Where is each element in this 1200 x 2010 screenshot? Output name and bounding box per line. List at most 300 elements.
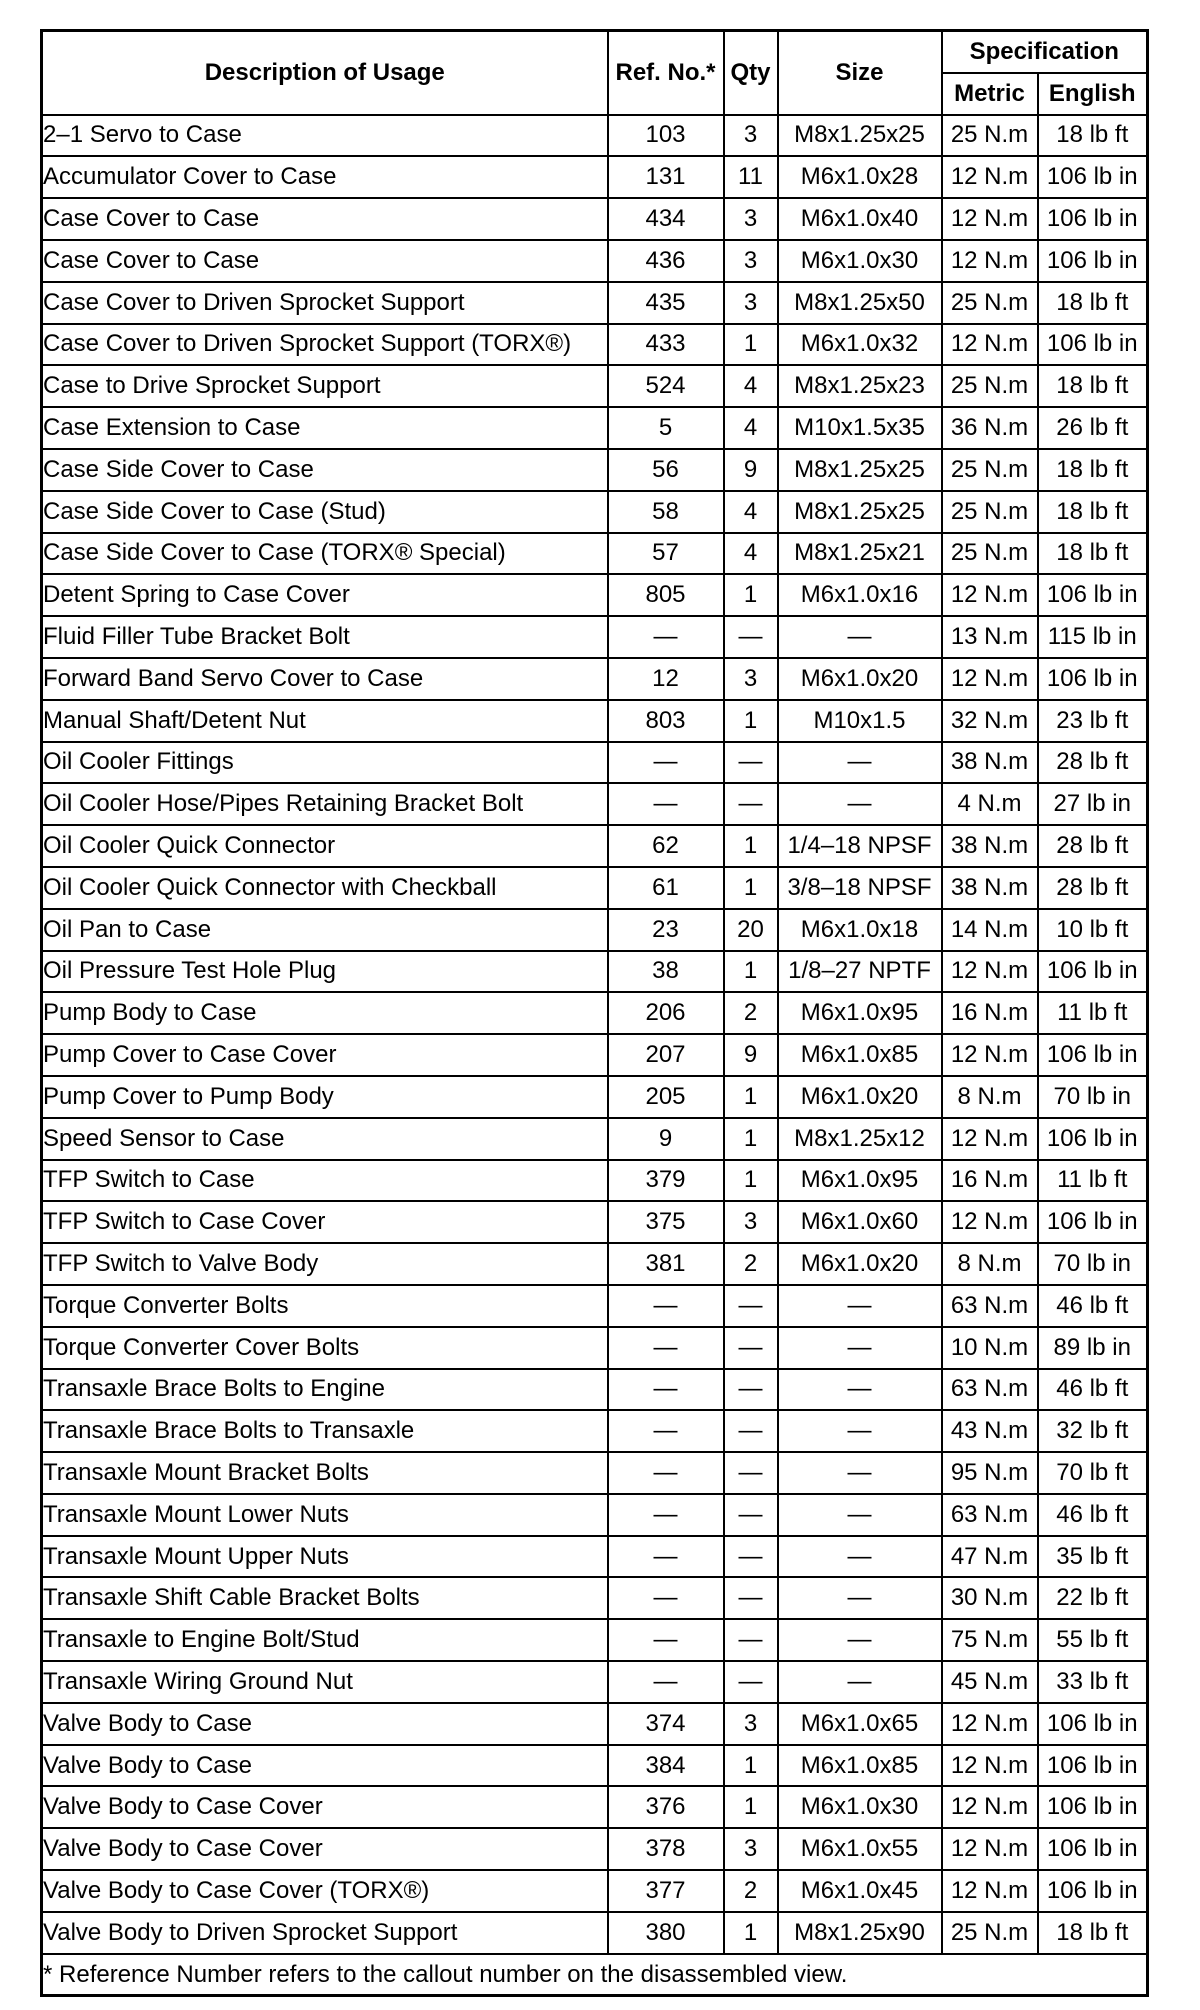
- cell-size: M6x1.0x95: [778, 1160, 942, 1202]
- cell-metric: 14 N.m: [942, 909, 1038, 951]
- cell-qty: 2: [724, 1870, 778, 1912]
- cell-metric: 12 N.m: [942, 1786, 1038, 1828]
- cell-qty: 4: [724, 533, 778, 575]
- cell-metric: 12 N.m: [942, 574, 1038, 616]
- table-row: [42, 616, 1148, 658]
- cell-english: 28 lb ft: [1038, 825, 1148, 867]
- cell-description: Case Cover to Case: [42, 240, 608, 282]
- table-header: [42, 31, 1148, 115]
- cell-size: M6x1.0x65: [778, 1703, 942, 1745]
- cell-ref: —: [608, 1494, 724, 1536]
- cell-size: M6x1.0x20: [778, 658, 942, 700]
- cell-qty: 1: [724, 324, 778, 366]
- cell-ref: 524: [608, 365, 724, 407]
- cell-english: 89 lb in: [1038, 1327, 1148, 1369]
- cell-ref: 5: [608, 407, 724, 449]
- table-row: [42, 700, 1148, 742]
- cell-ref: —: [608, 783, 724, 825]
- cell-metric: 63 N.m: [942, 1369, 1038, 1411]
- cell-size: M8x1.25x50: [778, 282, 942, 324]
- cell-size: M6x1.0x32: [778, 324, 942, 366]
- cell-description: TFP Switch to Valve Body: [42, 1243, 608, 1285]
- cell-qty: 11: [724, 156, 778, 198]
- fastener-spec-table-container: [40, 29, 1146, 1997]
- table-row: [42, 533, 1148, 575]
- cell-size: —: [778, 1577, 942, 1619]
- header-row-top: [42, 31, 1148, 73]
- cell-metric: 25 N.m: [942, 282, 1038, 324]
- cell-english: 27 lb in: [1038, 783, 1148, 825]
- cell-description: Valve Body to Case Cover (TORX®): [42, 1870, 608, 1912]
- cell-qty: 1: [724, 1160, 778, 1202]
- cell-size: M6x1.0x40: [778, 198, 942, 240]
- cell-description: Pump Cover to Case Cover: [42, 1034, 608, 1076]
- cell-qty: 3: [724, 658, 778, 700]
- cell-description: Transaxle Shift Cable Bracket Bolts: [42, 1577, 608, 1619]
- cell-description: Case Side Cover to Case (TORX® Special): [42, 533, 608, 575]
- table-row: [42, 115, 1148, 157]
- cell-size: —: [778, 742, 942, 784]
- cell-english: 106 lb in: [1038, 198, 1148, 240]
- cell-description: Transaxle Wiring Ground Nut: [42, 1661, 608, 1703]
- cell-metric: 16 N.m: [942, 992, 1038, 1034]
- cell-qty: 4: [724, 407, 778, 449]
- cell-size: —: [778, 1619, 942, 1661]
- cell-description: Transaxle Mount Bracket Bolts: [42, 1452, 608, 1494]
- cell-metric: 12 N.m: [942, 1034, 1038, 1076]
- cell-qty: —: [724, 1536, 778, 1578]
- cell-metric: 12 N.m: [942, 240, 1038, 282]
- cell-description: Oil Pan to Case: [42, 909, 608, 951]
- cell-english: 106 lb in: [1038, 658, 1148, 700]
- cell-metric: 75 N.m: [942, 1619, 1038, 1661]
- cell-metric: 47 N.m: [942, 1536, 1038, 1578]
- table-row: [42, 1577, 1148, 1619]
- cell-qty: —: [724, 1327, 778, 1369]
- cell-description: Oil Cooler Quick Connector: [42, 825, 608, 867]
- cell-english: 106 lb in: [1038, 1034, 1148, 1076]
- cell-metric: 10 N.m: [942, 1327, 1038, 1369]
- cell-metric: 25 N.m: [942, 115, 1038, 157]
- cell-ref: 377: [608, 1870, 724, 1912]
- cell-english: 33 lb ft: [1038, 1661, 1148, 1703]
- table-row: [42, 992, 1148, 1034]
- cell-qty: —: [724, 1494, 778, 1536]
- cell-qty: 9: [724, 1034, 778, 1076]
- cell-description: Valve Body to Case: [42, 1703, 608, 1745]
- cell-english: 10 lb ft: [1038, 909, 1148, 951]
- table-row: [42, 909, 1148, 951]
- cell-qty: —: [724, 1369, 778, 1411]
- cell-size: M8x1.25x25: [778, 449, 942, 491]
- cell-metric: 63 N.m: [942, 1494, 1038, 1536]
- cell-size: M6x1.0x20: [778, 1076, 942, 1118]
- cell-metric: 13 N.m: [942, 616, 1038, 658]
- cell-english: 46 lb ft: [1038, 1369, 1148, 1411]
- cell-english: 18 lb ft: [1038, 533, 1148, 575]
- cell-qty: 4: [724, 365, 778, 407]
- cell-metric: 12 N.m: [942, 1828, 1038, 1870]
- cell-metric: 45 N.m: [942, 1661, 1038, 1703]
- cell-description: Valve Body to Case: [42, 1745, 608, 1787]
- cell-description: Manual Shaft/Detent Nut: [42, 700, 608, 742]
- cell-english: 106 lb in: [1038, 240, 1148, 282]
- cell-metric: 25 N.m: [942, 533, 1038, 575]
- cell-size: M6x1.0x55: [778, 1828, 942, 1870]
- cell-qty: 1: [724, 825, 778, 867]
- cell-qty: 1: [724, 1912, 778, 1954]
- cell-metric: 16 N.m: [942, 1160, 1038, 1202]
- cell-qty: 1: [724, 700, 778, 742]
- cell-qty: 2: [724, 992, 778, 1034]
- cell-size: M8x1.25x25: [778, 115, 942, 157]
- cell-size: M6x1.0x28: [778, 156, 942, 198]
- cell-ref: —: [608, 616, 724, 658]
- cell-english: 106 lb in: [1038, 1118, 1148, 1160]
- cell-qty: 20: [724, 909, 778, 951]
- table-row: [42, 825, 1148, 867]
- cell-size: M8x1.25x12: [778, 1118, 942, 1160]
- header-metric: Metric: [942, 73, 1038, 115]
- cell-description: TFP Switch to Case: [42, 1160, 608, 1202]
- footnote: * Reference Number refers to the callout number on the disassembled view.: [42, 1954, 1148, 1996]
- cell-ref: —: [608, 1619, 724, 1661]
- cell-description: Speed Sensor to Case: [42, 1118, 608, 1160]
- cell-ref: 206: [608, 992, 724, 1034]
- table-row: [42, 198, 1148, 240]
- cell-ref: 803: [608, 700, 724, 742]
- cell-metric: 12 N.m: [942, 1745, 1038, 1787]
- cell-ref: 131: [608, 156, 724, 198]
- cell-metric: 12 N.m: [942, 951, 1038, 993]
- cell-ref: 12: [608, 658, 724, 700]
- table-row: [42, 240, 1148, 282]
- cell-ref: 805: [608, 574, 724, 616]
- table-row: [42, 1661, 1148, 1703]
- table-row: [42, 1786, 1148, 1828]
- header-english: English: [1038, 73, 1148, 115]
- cell-english: 70 lb ft: [1038, 1452, 1148, 1494]
- cell-size: —: [778, 1369, 942, 1411]
- cell-description: Fluid Filler Tube Bracket Bolt: [42, 616, 608, 658]
- cell-english: 115 lb in: [1038, 616, 1148, 658]
- cell-size: —: [778, 1410, 942, 1452]
- cell-size: 1/4–18 NPSF: [778, 825, 942, 867]
- cell-english: 11 lb ft: [1038, 992, 1148, 1034]
- cell-qty: 1: [724, 867, 778, 909]
- header-qty: Qty: [724, 31, 778, 115]
- cell-metric: 12 N.m: [942, 658, 1038, 700]
- cell-metric: 12 N.m: [942, 156, 1038, 198]
- cell-qty: 3: [724, 282, 778, 324]
- cell-ref: —: [608, 1327, 724, 1369]
- cell-ref: 62: [608, 825, 724, 867]
- cell-english: 18 lb ft: [1038, 449, 1148, 491]
- cell-size: —: [778, 1661, 942, 1703]
- cell-metric: 12 N.m: [942, 1703, 1038, 1745]
- cell-english: 106 lb in: [1038, 324, 1148, 366]
- table-footer: [42, 1954, 1148, 1996]
- cell-description: Oil Pressure Test Hole Plug: [42, 951, 608, 993]
- cell-qty: 3: [724, 1201, 778, 1243]
- cell-metric: 38 N.m: [942, 825, 1038, 867]
- cell-size: M6x1.0x85: [778, 1034, 942, 1076]
- cell-qty: —: [724, 1661, 778, 1703]
- cell-ref: 9: [608, 1118, 724, 1160]
- cell-ref: —: [608, 1369, 724, 1411]
- cell-size: 3/8–18 NPSF: [778, 867, 942, 909]
- cell-english: 28 lb ft: [1038, 742, 1148, 784]
- cell-english: 18 lb ft: [1038, 282, 1148, 324]
- cell-metric: 43 N.m: [942, 1410, 1038, 1452]
- cell-english: 18 lb ft: [1038, 1912, 1148, 1954]
- cell-description: Case Side Cover to Case (Stud): [42, 491, 608, 533]
- cell-size: M6x1.0x45: [778, 1870, 942, 1912]
- cell-size: M8x1.25x21: [778, 533, 942, 575]
- cell-metric: 25 N.m: [942, 491, 1038, 533]
- cell-description: Detent Spring to Case Cover: [42, 574, 608, 616]
- cell-metric: 25 N.m: [942, 365, 1038, 407]
- cell-description: Accumulator Cover to Case: [42, 156, 608, 198]
- cell-description: Torque Converter Cover Bolts: [42, 1327, 608, 1369]
- cell-english: 70 lb in: [1038, 1243, 1148, 1285]
- cell-english: 46 lb ft: [1038, 1285, 1148, 1327]
- cell-english: 22 lb ft: [1038, 1577, 1148, 1619]
- table-row: [42, 282, 1148, 324]
- cell-size: 1/8–27 NPTF: [778, 951, 942, 993]
- cell-qty: 1: [724, 951, 778, 993]
- table-row: [42, 742, 1148, 784]
- cell-description: Valve Body to Case Cover: [42, 1786, 608, 1828]
- cell-description: Case Cover to Driven Sprocket Support (TORX®): [42, 324, 608, 366]
- cell-metric: 12 N.m: [942, 1118, 1038, 1160]
- cell-ref: 436: [608, 240, 724, 282]
- cell-description: TFP Switch to Case Cover: [42, 1201, 608, 1243]
- header-size: Size: [778, 31, 942, 115]
- cell-english: 11 lb ft: [1038, 1160, 1148, 1202]
- cell-ref: 380: [608, 1912, 724, 1954]
- cell-description: Transaxle to Engine Bolt/Stud: [42, 1619, 608, 1661]
- cell-description: Oil Cooler Quick Connector with Checkball: [42, 867, 608, 909]
- cell-ref: 435: [608, 282, 724, 324]
- cell-ref: 379: [608, 1160, 724, 1202]
- cell-description: Transaxle Brace Bolts to Engine: [42, 1369, 608, 1411]
- cell-ref: 58: [608, 491, 724, 533]
- cell-metric: 32 N.m: [942, 700, 1038, 742]
- table-row: [42, 574, 1148, 616]
- cell-english: 106 lb in: [1038, 951, 1148, 993]
- cell-metric: 12 N.m: [942, 324, 1038, 366]
- cell-description: Pump Body to Case: [42, 992, 608, 1034]
- table-row: [42, 1201, 1148, 1243]
- table-row: [42, 1285, 1148, 1327]
- table-row: [42, 658, 1148, 700]
- cell-qty: 3: [724, 198, 778, 240]
- cell-size: M6x1.0x85: [778, 1745, 942, 1787]
- cell-english: 28 lb ft: [1038, 867, 1148, 909]
- cell-description: Valve Body to Case Cover: [42, 1828, 608, 1870]
- cell-ref: 103: [608, 115, 724, 157]
- cell-size: M8x1.25x25: [778, 491, 942, 533]
- cell-metric: 36 N.m: [942, 407, 1038, 449]
- cell-ref: 433: [608, 324, 724, 366]
- table-row: [42, 951, 1148, 993]
- cell-description: Case Side Cover to Case: [42, 449, 608, 491]
- table-row: [42, 1703, 1148, 1745]
- cell-description: Case Cover to Case: [42, 198, 608, 240]
- cell-qty: —: [724, 616, 778, 658]
- cell-size: —: [778, 1327, 942, 1369]
- cell-description: Torque Converter Bolts: [42, 1285, 608, 1327]
- cell-english: 106 lb in: [1038, 1201, 1148, 1243]
- cell-qty: 9: [724, 449, 778, 491]
- cell-english: 18 lb ft: [1038, 115, 1148, 157]
- table-row: [42, 1452, 1148, 1494]
- table-row: [42, 1076, 1148, 1118]
- cell-metric: 38 N.m: [942, 867, 1038, 909]
- table-row: [42, 407, 1148, 449]
- cell-size: M8x1.25x23: [778, 365, 942, 407]
- cell-description: Oil Cooler Hose/Pipes Retaining Bracket Bolt: [42, 783, 608, 825]
- cell-ref: 38: [608, 951, 724, 993]
- table-row: [42, 365, 1148, 407]
- cell-size: —: [778, 783, 942, 825]
- cell-ref: —: [608, 1536, 724, 1578]
- cell-ref: —: [608, 1577, 724, 1619]
- cell-ref: 378: [608, 1828, 724, 1870]
- cell-ref: —: [608, 1285, 724, 1327]
- cell-english: 106 lb in: [1038, 1745, 1148, 1787]
- cell-english: 18 lb ft: [1038, 491, 1148, 533]
- cell-qty: 3: [724, 240, 778, 282]
- table-row: [42, 1243, 1148, 1285]
- cell-description: Valve Body to Driven Sprocket Support: [42, 1912, 608, 1954]
- cell-english: 35 lb ft: [1038, 1536, 1148, 1578]
- cell-english: 106 lb in: [1038, 1786, 1148, 1828]
- cell-english: 106 lb in: [1038, 1703, 1148, 1745]
- fastener-spec-table: [40, 29, 1149, 1997]
- cell-size: M6x1.0x16: [778, 574, 942, 616]
- header-specification: Specification: [942, 31, 1148, 73]
- cell-size: —: [778, 616, 942, 658]
- cell-size: —: [778, 1494, 942, 1536]
- table-row: [42, 156, 1148, 198]
- cell-metric: 8 N.m: [942, 1243, 1038, 1285]
- cell-size: —: [778, 1285, 942, 1327]
- table-row: [42, 324, 1148, 366]
- cell-ref: 23: [608, 909, 724, 951]
- cell-qty: —: [724, 783, 778, 825]
- table-row: [42, 1494, 1148, 1536]
- table-row: [42, 1912, 1148, 1954]
- cell-english: 106 lb in: [1038, 156, 1148, 198]
- table-row: [42, 1118, 1148, 1160]
- table-row: [42, 1160, 1148, 1202]
- cell-qty: —: [724, 742, 778, 784]
- cell-qty: —: [724, 1285, 778, 1327]
- cell-size: M10x1.5x35: [778, 407, 942, 449]
- table-row: [42, 449, 1148, 491]
- table-row: [42, 1745, 1148, 1787]
- cell-size: M6x1.0x18: [778, 909, 942, 951]
- cell-ref: —: [608, 1410, 724, 1452]
- cell-metric: 12 N.m: [942, 1870, 1038, 1912]
- cell-metric: 63 N.m: [942, 1285, 1038, 1327]
- cell-english: 106 lb in: [1038, 1870, 1148, 1912]
- cell-qty: 3: [724, 115, 778, 157]
- cell-qty: —: [724, 1619, 778, 1661]
- cell-ref: 376: [608, 1786, 724, 1828]
- cell-ref: 61: [608, 867, 724, 909]
- table-row: [42, 1536, 1148, 1578]
- cell-metric: 8 N.m: [942, 1076, 1038, 1118]
- cell-qty: 1: [724, 1745, 778, 1787]
- cell-metric: 4 N.m: [942, 783, 1038, 825]
- table-row: [42, 1828, 1148, 1870]
- cell-metric: 30 N.m: [942, 1577, 1038, 1619]
- cell-qty: —: [724, 1410, 778, 1452]
- cell-metric: 25 N.m: [942, 1912, 1038, 1954]
- table-row: [42, 1410, 1148, 1452]
- table-row: [42, 491, 1148, 533]
- cell-qty: 1: [724, 1076, 778, 1118]
- cell-metric: 95 N.m: [942, 1452, 1038, 1494]
- cell-qty: 4: [724, 491, 778, 533]
- table-body: [42, 115, 1148, 1954]
- cell-size: —: [778, 1452, 942, 1494]
- table-row: [42, 783, 1148, 825]
- cell-size: M8x1.25x90: [778, 1912, 942, 1954]
- cell-english: 70 lb in: [1038, 1076, 1148, 1118]
- cell-qty: 2: [724, 1243, 778, 1285]
- cell-qty: —: [724, 1577, 778, 1619]
- cell-qty: 1: [724, 1118, 778, 1160]
- cell-metric: 38 N.m: [942, 742, 1038, 784]
- cell-size: M6x1.0x60: [778, 1201, 942, 1243]
- cell-description: Case Cover to Driven Sprocket Support: [42, 282, 608, 324]
- cell-description: Case Extension to Case: [42, 407, 608, 449]
- cell-metric: 25 N.m: [942, 449, 1038, 491]
- cell-ref: 434: [608, 198, 724, 240]
- cell-qty: 1: [724, 1786, 778, 1828]
- cell-english: 32 lb ft: [1038, 1410, 1148, 1452]
- cell-size: M10x1.5: [778, 700, 942, 742]
- cell-ref: 384: [608, 1745, 724, 1787]
- cell-ref: —: [608, 742, 724, 784]
- cell-ref: 205: [608, 1076, 724, 1118]
- cell-english: 18 lb ft: [1038, 365, 1148, 407]
- table-row: [42, 1327, 1148, 1369]
- cell-size: M6x1.0x95: [778, 992, 942, 1034]
- cell-english: 46 lb ft: [1038, 1494, 1148, 1536]
- cell-english: 106 lb in: [1038, 1828, 1148, 1870]
- cell-english: 106 lb in: [1038, 574, 1148, 616]
- header-description: Description of Usage: [42, 31, 608, 115]
- header-ref: Ref. No.*: [608, 31, 724, 115]
- cell-description: Pump Cover to Pump Body: [42, 1076, 608, 1118]
- table-row: [42, 1034, 1148, 1076]
- cell-description: Transaxle Brace Bolts to Transaxle: [42, 1410, 608, 1452]
- cell-ref: —: [608, 1452, 724, 1494]
- cell-english: 23 lb ft: [1038, 700, 1148, 742]
- cell-ref: 381: [608, 1243, 724, 1285]
- cell-qty: —: [724, 1452, 778, 1494]
- cell-qty: 1: [724, 574, 778, 616]
- cell-ref: 374: [608, 1703, 724, 1745]
- cell-metric: 12 N.m: [942, 1201, 1038, 1243]
- cell-size: M6x1.0x20: [778, 1243, 942, 1285]
- table-row: [42, 867, 1148, 909]
